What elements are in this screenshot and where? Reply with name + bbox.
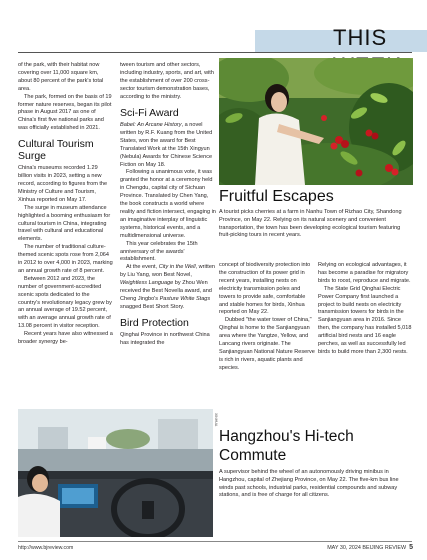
autonomous-minibus-photo [18,409,213,537]
paragraph: Dubbed "the water tower of China," Qinghai is home to the Sanjiangyuan area where the Yangtze, Yellow, and Lancang rivers originate. The Sanjiangyuan National Nature Reserve is rich in rivers, aquatic plants and species. [219,317,315,371]
footer-rule [18,541,412,542]
feature-caption-hangzhou: A supervisor behind the wheel of an autonomously driving minibus in Hangzhou, capital of Zhejiang Province, on May 22. The five-km bus line winds past schools, industrial parks, residential compounds and subway stations, and is free of charge for all citizens. [219,469,399,499]
text-run: , written by Liu Yang, won Best Novel, [120,264,215,279]
paragraph [120,122,216,169]
text-run: by Zhou Wen received the Best Novella award, and Cheng Jingbo's [120,280,212,302]
paragraph: China's museums recorded 1.29 billion visits in 2023, setting a new record, according to figures from the Ministry of Culture and Tourism, Xinhua reported on May 17. [18,165,108,203]
text-run: At the event, [126,264,159,271]
column-2 [120,62,216,348]
paragraph: The park, formed on the basis of 19 former nature reserves, began its pilot phase in August 2017 as one of China's first five national parks and was officially established in 2021. [18,93,112,132]
paragraph: This year celebrates the 15th anniversary of the awards' establishment. [120,240,198,263]
minibus-interior-illustration [18,409,213,537]
header-rule [18,52,412,53]
book-title: Pasture White Stags [159,295,211,302]
paragraph: The number of traditional culture-themed scenic spots rose from 2,064 in 2012 to over 4,000 in 2023, marking an annual growth rate of 8 percent. [18,244,113,274]
book-title: City in the Well [158,264,196,271]
issue-date: MAY 30, 2024 BEIJING REVIEW [327,545,407,551]
section-title: THIS [333,25,388,50]
paragraph: Recent years have also witnessed a broader synergy be- [18,331,113,346]
feature-title-fruitful-escapes: Fruitful Escapes [219,188,334,205]
cherry-picking-photo [219,58,413,185]
book-title: Weightless Language [120,280,174,287]
book-title: Babel: An Arcane History [120,122,182,129]
paragraph: Relying on ecological advantages, it has become a paradise for migratory birds to roost, reproduce and migrate. [318,262,411,284]
footer-url[interactable]: http://www.bjreview.com [18,545,74,551]
text-run: , a novel written by R.F. Kuang from the United States, won the award for Best Translated Work at the 15th Xingyun (Nebula) Awards for Chinese Science Fiction on May 18. [120,122,213,168]
paragraph: concept of biodiversity protection into the construction of its power grid in recent years, installing nests on electricity transmission poles and towers to provide safe, comfortable and stable homes for birds, Xinhua reported on May 22. [219,262,311,316]
paragraph: The surge in museum attendance highlighted a booming enthusiasm for cultural tourism in China, integrating travel with cultural and educational elements. [18,204,111,243]
paragraph: Between 2012 and 2023, the number of government-accredited scenic spots dedicated to the country's revolutionary legacy grew by an annual average of 19.52 percent, with an average annual growth rate of 13.08 percent in visitor reception. [18,275,112,330]
column-1 [18,62,113,347]
section-heading-cultural-tourism: Cultural Tourism Surge [18,138,94,162]
paragraph: Following a unanimous vote, it was granted the honor at a ceremony held in Chengdu, capital city of Sichuan Province. Translated by Chen Yang, the book constructs a world where reality and fiction intersect, engaging in an imaginative interplay of linguistic systems, historical events, and a multidimensional universe. [120,169,216,239]
paragraph [120,264,216,311]
paragraph: Qinghai Province in northwest China has integrated the [120,332,210,347]
footer-issue [327,544,413,551]
column-3 [219,262,315,373]
paragraph: of the park, with their habitat now covering over 11,000 square km, about 80 percent of the park's total area. [18,62,104,92]
feature-caption-fruitful-escapes: A tourist picks cherries at a farm in Nanhu Town of Rizhao City, Shandong Province, on May 22. Relying on its natural scenery and convenient transportation, the town has been developing ecological tourism featuring fruit-picking tours in recent years. [219,209,402,239]
section-heading-sci-fi-award: Sci-Fi Award [120,106,179,119]
cherry-picking-illustration [219,58,413,185]
section-heading-bird-protection: Bird Protection [120,316,189,329]
feature-title-hangzhou: Hangzhou's Hi-tech Commute [219,428,354,464]
page-number: 5 [409,544,413,551]
column-4 [318,262,413,357]
text-run: snagged Best Short Story. [120,303,185,310]
paragraph: tween tourism and other sectors, including industry, sports, and art, with the establishment of over 200 cross-sector tourism demonstration bases, according to the ministry. [120,62,214,100]
photo-credit: XINHUA [214,413,218,427]
paragraph: The State Grid Qinghai Electric Power Company first launched a project to build nests on electricity transmission towers for birds in the Sanjiangyuan area in 2016. Since then, the company has installed 5,018 artificial bird nests and 16 eagle perches, as well as successfully led birds to build more than 2,300 nests. [318,285,412,355]
